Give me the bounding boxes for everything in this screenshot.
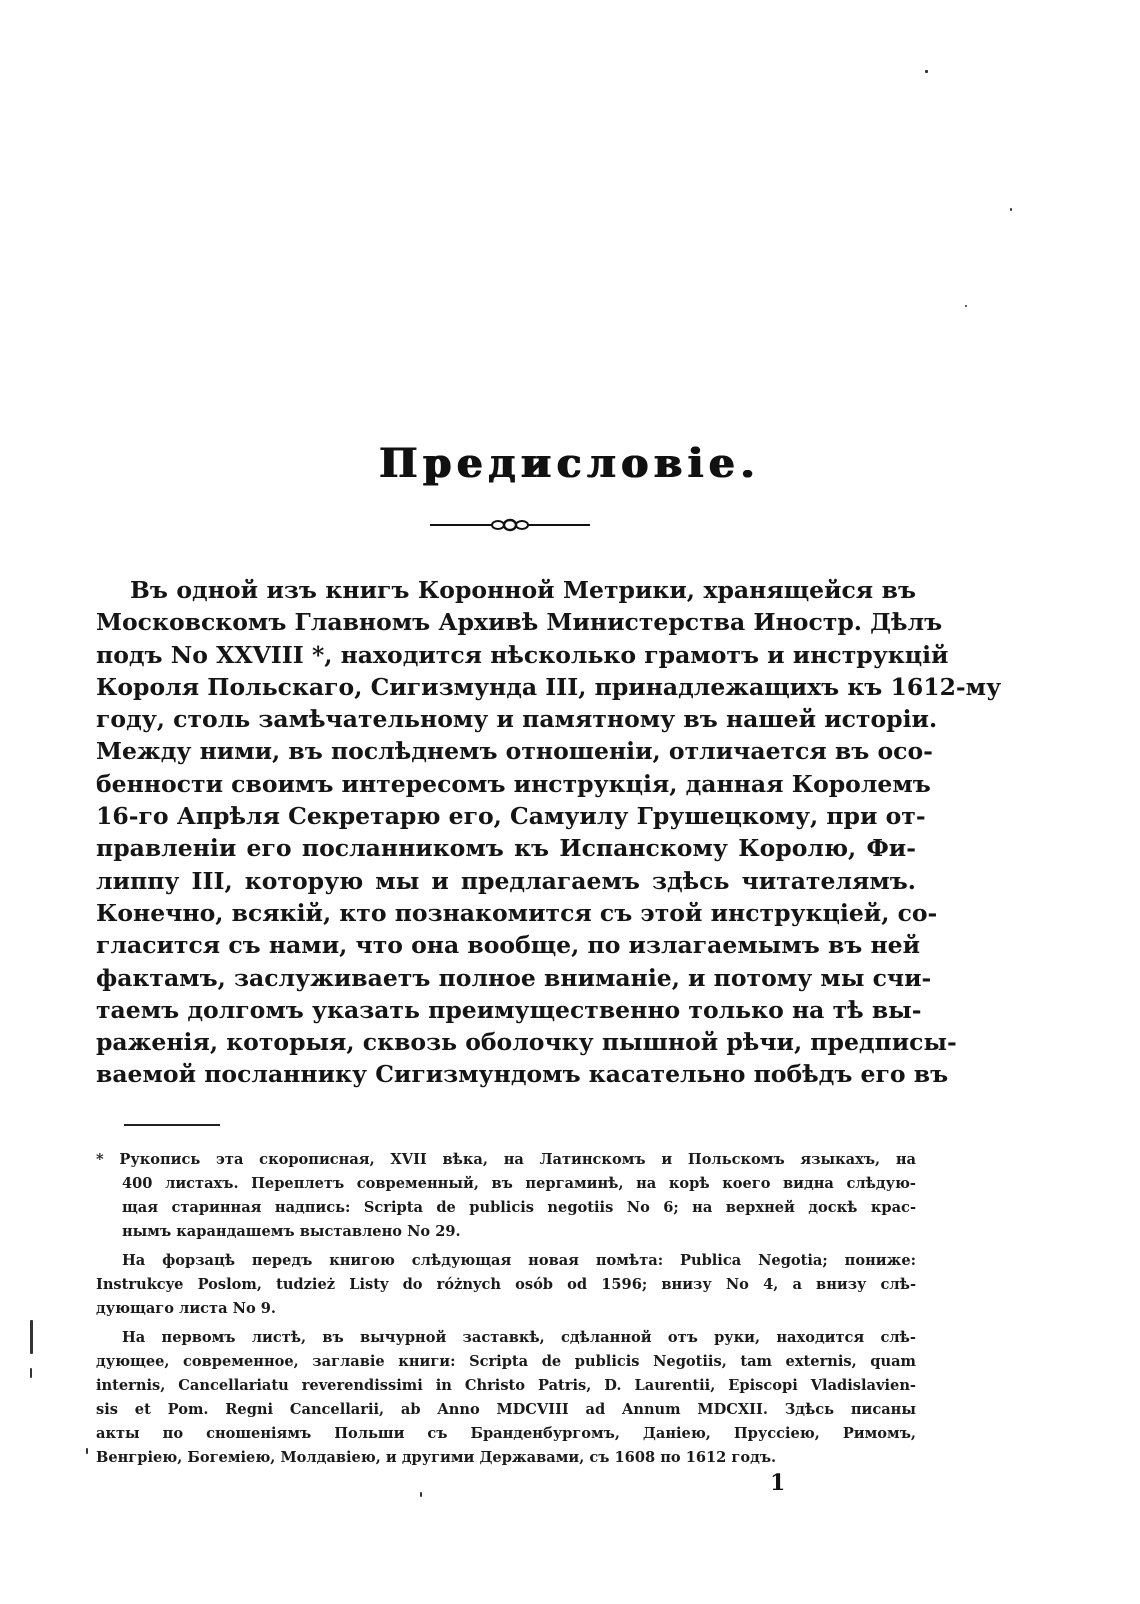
text-line: фактамъ, заслуживаетъ полное вниманіе, и потому мы счи- — [96, 963, 932, 992]
text-line: подъ No XXVIII *, находится нѣсколько грамотъ и инструкцій — [96, 640, 949, 669]
text-line: липпу III, которую мы и предлагаемъ здѣсь читателямъ. — [96, 866, 916, 895]
footnote-line: * Рукопись эта скорописная, XVII вѣка, на Латинскомъ и Польскомъ языкахъ, на — [96, 1151, 916, 1168]
text-line: Короля Польскаго, Сигизмунда III, принадлежащихъ къ 1612-му — [96, 672, 1002, 701]
text-line: ваемой посланнику Сигизмундомъ касательно побѣдъ его въ — [96, 1060, 949, 1089]
text-line: Между ними, въ послѣднемъ отношеніи, отличается въ осо- — [96, 737, 933, 766]
text-line: 16-го Апрѣля Секретарю его, Самуилу Грушецкому, при от- — [96, 802, 926, 831]
scan-speck — [86, 1448, 88, 1454]
footnote-line: Венгріею, Богеміею, Молдавіею, и другими Державами, съ 1608 по 1612 годъ. — [96, 1449, 777, 1466]
scan-speck — [1010, 208, 1012, 211]
footnote-line: нымъ карандашемъ выставлено No 29. — [122, 1223, 461, 1240]
text-line: бенности своимъ интересомъ инструкція, данная Королемъ — [96, 769, 931, 798]
ornament-divider-icon — [430, 516, 590, 534]
footnote-line: акты по сношеніямъ Польши съ Бранденбургомъ, Даніею, Пруссіею, Римомъ, — [96, 1425, 916, 1442]
footnote-line: Instrukcye Poslom, tudzież Listy do różnych osób od 1596; внизу No 4, а внизу слѣ- — [96, 1276, 916, 1293]
scan-speck — [30, 1368, 32, 1378]
scan-speck — [420, 1492, 422, 1497]
text-line: раженія, которыя, сквозь оболочку пышной рѣчи, предписы- — [96, 1028, 957, 1057]
page-title: Предисловіе. — [379, 440, 761, 487]
footnote — [96, 1249, 916, 1321]
footnotes — [96, 1148, 916, 1475]
main-text — [96, 574, 1002, 1091]
footnote-line: На форзацѣ передъ книгою слѣдующая новая помѣта: Publica Negotia; пониже: — [122, 1252, 916, 1269]
footnote-separator — [124, 1124, 220, 1126]
scan-speck — [925, 70, 928, 73]
scan-speck — [30, 1320, 33, 1354]
page-number: 1 — [770, 1470, 786, 1496]
scan-speck — [965, 305, 967, 307]
footnote-line: internis, Cancellariatu reverendissimi in Christo Patris, D. Laurentii, Episcopi Vladislavien- — [96, 1377, 916, 1394]
footnote-line: щая старинная надпись: Scripta de publicis negotiis No 6; на верхней доскѣ крас- — [122, 1199, 916, 1216]
footnote — [96, 1148, 916, 1244]
text-line: правленіи его посланникомъ къ Испанскому Королю, Фи- — [96, 834, 916, 863]
footnote-line: sis et Pom. Regni Cancellarii, ab Anno MDCVIII ad Annum MDCXII. Здѣсь писаны — [96, 1401, 916, 1418]
text-line: году, столь замѣчательному и памятному въ нашей исторіи. — [96, 705, 938, 734]
footnote — [96, 1326, 916, 1470]
footnote-line: дующаго листа No 9. — [96, 1300, 277, 1317]
text-line: таемъ долгомъ указать преимущественно только на тѣ вы- — [96, 995, 922, 1024]
footnote-line: дующее, современное, заглавіе книги: Scripta de publicis Negotiis, tam externis, quam — [96, 1353, 916, 1370]
text-line: Конечно, всякій, кто познакомится съ этой инструкціей, со- — [96, 898, 938, 927]
footnote-line: На первомъ листѣ, въ вычурной заставкѣ, сдѣланной отъ руки, находится слѣ- — [122, 1329, 916, 1346]
footnote-line: 400 листахъ. Переплетъ современный, въ пергаминѣ, на корѣ коего видна слѣдую- — [122, 1175, 916, 1192]
text-line: Въ одной изъ книгъ Коронной Метрики, хранящейся въ — [130, 576, 916, 604]
text-line: Московскомъ Главномъ Архивѣ Министерства Иностр. Дѣлъ — [96, 608, 943, 637]
text-line: гласится съ нами, что она вообще, по излагаемымъ въ ней — [96, 931, 921, 960]
